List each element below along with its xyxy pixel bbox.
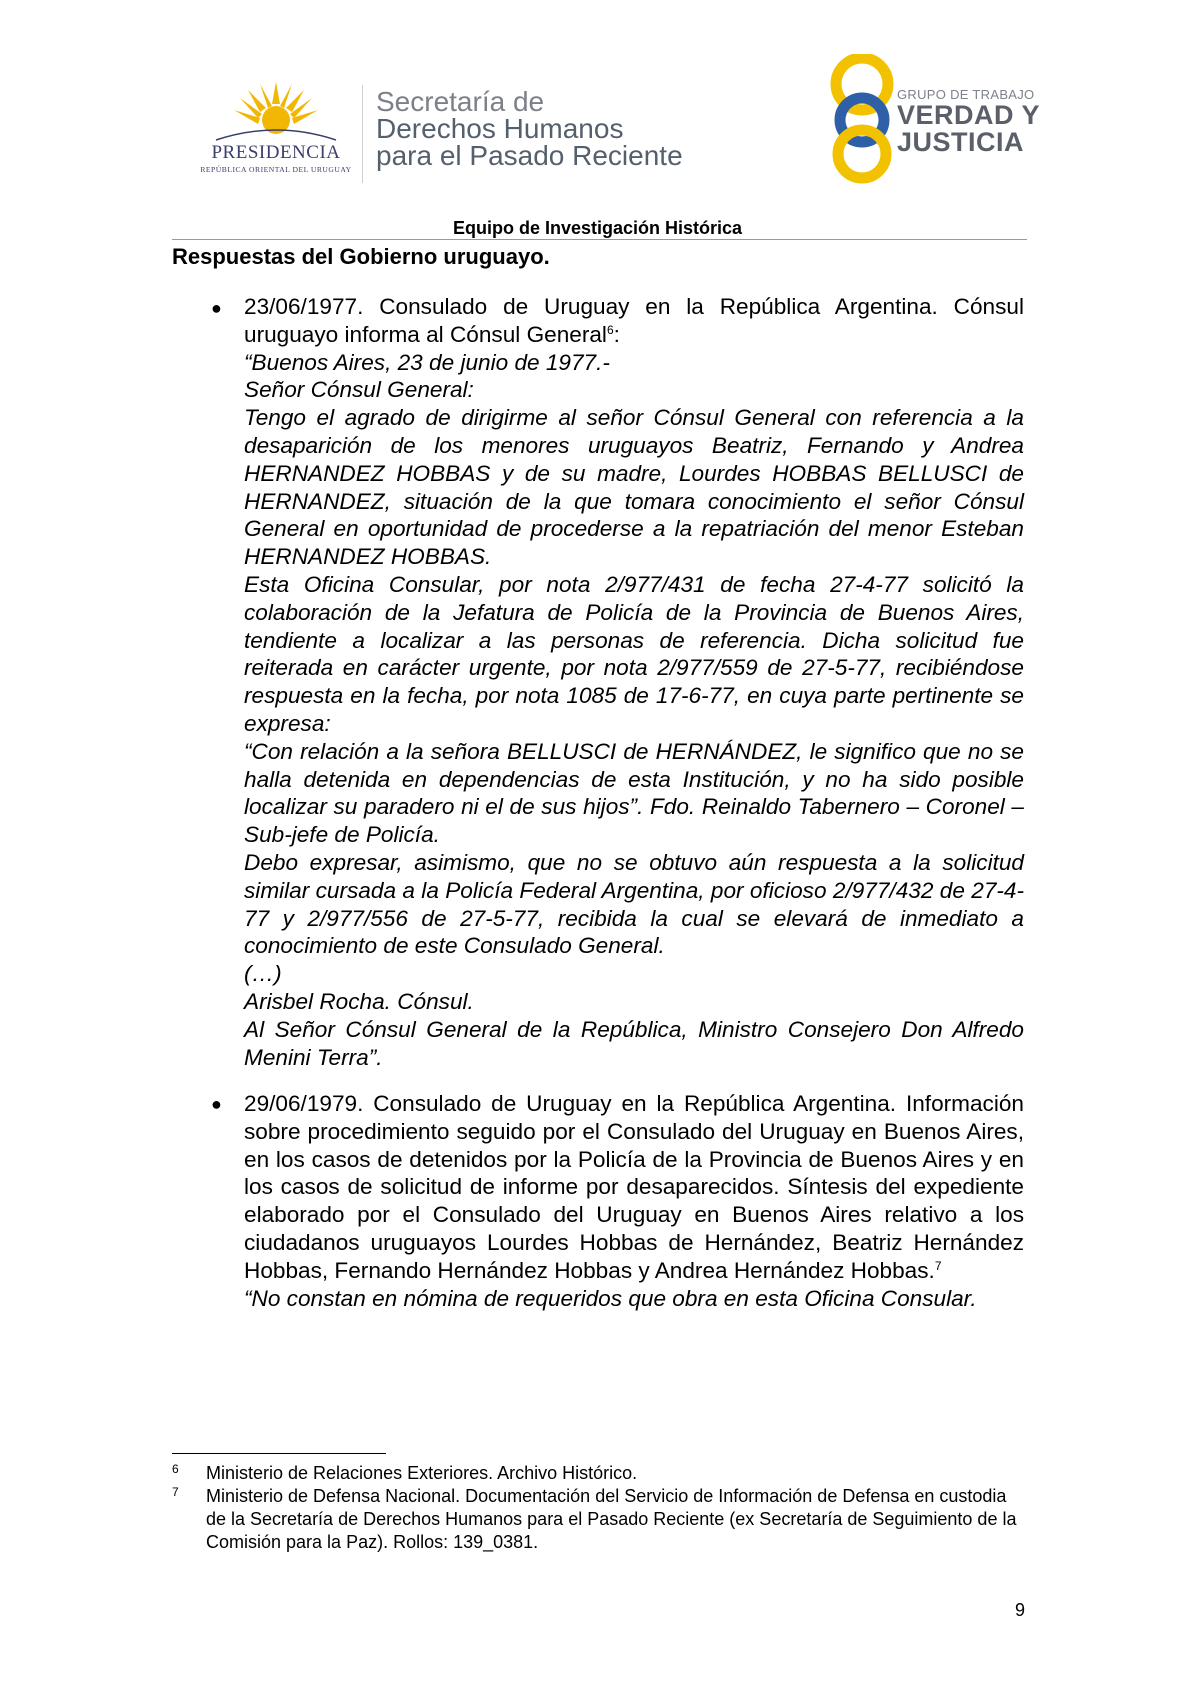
footnote-ref: 6 [606, 322, 614, 337]
grupo-line-1: VERDAD Y [897, 100, 1041, 130]
page-number: 9 [1015, 1600, 1026, 1620]
quote-paragraph: Esta Oficina Consular, por nota 2/977/431 de fecha 27-4-77 solicitó la colaboración de la Jefatura de Policía de la Provincia de Buenos Aires, tendiente a localizar a las personas de referencia. Dicha solicitud fue reiterada en carácter urgente, por nota 2/977/559 de 27-5-77, recibiéndose respuesta en la fecha, por nota 1085 de 17-6-77, en cuya parte pertinente se expresa: [244, 571, 1024, 736]
presidencia-logo [196, 80, 356, 180]
header-divider [172, 239, 1027, 240]
footnote-text: Ministerio de Relaciones Exteriores. Archivo Histórico. [206, 1463, 638, 1483]
quote-line: Arisbel Rocha. Cónsul. [244, 988, 474, 1014]
footnote-7 [172, 1485, 1027, 1554]
sun-emblem-icon [196, 80, 356, 142]
quote-line: (…) [244, 961, 282, 987]
footnote-number: 6 [172, 1462, 179, 1476]
secretaria-line-2: Derechos Humanos [376, 113, 624, 144]
grupo-label: GRUPO DE TRABAJO [897, 87, 1035, 102]
presidencia-subtitle: REPÚBLICA ORIENTAL DEL URUGUAY [200, 165, 352, 174]
footnote-ref: 7 [934, 1258, 942, 1273]
footnote-6 [172, 1462, 1027, 1485]
entry-1979 [244, 1090, 1024, 1312]
quote-line: “Buenos Aires, 23 de junio de 1977.- [244, 349, 610, 375]
entry-1977 [244, 293, 1024, 1071]
entry-intro: 23/06/1977. Consulado de Uruguay en la República Argentina. Cónsul uruguayo informa al Cónsul General$^6$: [244, 294, 1024, 347]
footnote-divider [172, 1453, 386, 1454]
quote-paragraph: “No constan en nómina de requeridos que obra en esta Oficina Consular. [244, 1285, 977, 1311]
quote-line: Señor Cónsul General: [244, 377, 474, 403]
quote-paragraph: Debo expresar, asimismo, que no se obtuvo aún respuesta a la solicitud similar cursada a la Policía Federal Argentina, por oficioso 2/977/432 de 27-4-77 y 2/977/556 de 27-5-77, recibida la cual se elevará de inmediato a conocimiento de este Consulado General. [244, 849, 1024, 959]
presidencia-title: PRESIDENCIA [211, 142, 341, 163]
quote-paragraph: Tengo el agrado de dirigirme al señor Cónsul General con referencia a la desaparición de los menores uruguayos Beatriz, Fernando y Andrea HERNANDEZ HOBBAS y de su madre, Lourdes HOBBAS BELLUSCI de HERNANDEZ, situación de la que tomara conocimiento el señor Cónsul General en oportunidad de procederse a la repatriación del menor Esteban HERNANDEZ HOBBAS. [244, 405, 1024, 570]
bullet-icon: ● [211, 298, 222, 318]
verdad-justicia-logo-text [897, 87, 1040, 156]
verdad-justicia-rings-icon [822, 54, 902, 184]
footnote-number: 7 [172, 1485, 179, 1499]
grupo-line-2: JUSTICIA [897, 127, 1025, 157]
quote-paragraph: “Con relación a la señora BELLUSCI de HERNÁNDEZ, le significo que no se halla detenida en dependencias de esta Institución, y no ha sido posible localizar su paradero ni el de sus hijos”. Fdo. Reinaldo Tabernero – Coronel – Sub-jefe de Policía. [244, 738, 1024, 848]
quote-paragraph: Al Señor Cónsul General de la República, Ministro Consejero Don Alfredo Menini Terra”. [244, 1016, 1024, 1070]
entry-intro: 29/06/1979. Consulado de Uruguay en la República Argentina. Información sobre procedimiento seguido por el Consulado del Uruguay en Buenos Aires, en los casos de detenidos por la Policía de la Provincia de Buenos Aires y en los casos de solicitud de informe por desaparecidos. Síntesis del expediente elaborado por el Consulado del Uruguay en Buenos Aires relativo a los ciudadanos uruguayos Lourdes Hobbas de Hernández, Beatriz Hernández Hobbas, Fernando Hernández Hobbas y Andrea Hernández Hobbas.$^7$ [244, 1091, 1024, 1283]
secretaria-logo-text [376, 88, 683, 169]
section-heading: Respuestas del Gobierno uruguayo. [172, 244, 550, 269]
logo-divider [362, 85, 363, 183]
footnote-text: Ministerio de Defensa Nacional. Documentación del Servicio de Información de Defensa en custodia de la Secretaría de Derechos Humanos para el Pasado Reciente (ex Secretaría de Seguimiento de la Comisión para la Paz). Rollos: 139_0381. [206, 1486, 1017, 1552]
secretaria-line-1: Secretaría de [376, 86, 545, 117]
team-title: Equipo de Investigación Histórica [452, 218, 743, 238]
secretaria-line-3: para el Pasado Reciente [376, 140, 683, 171]
bullet-icon: ● [211, 1094, 222, 1114]
